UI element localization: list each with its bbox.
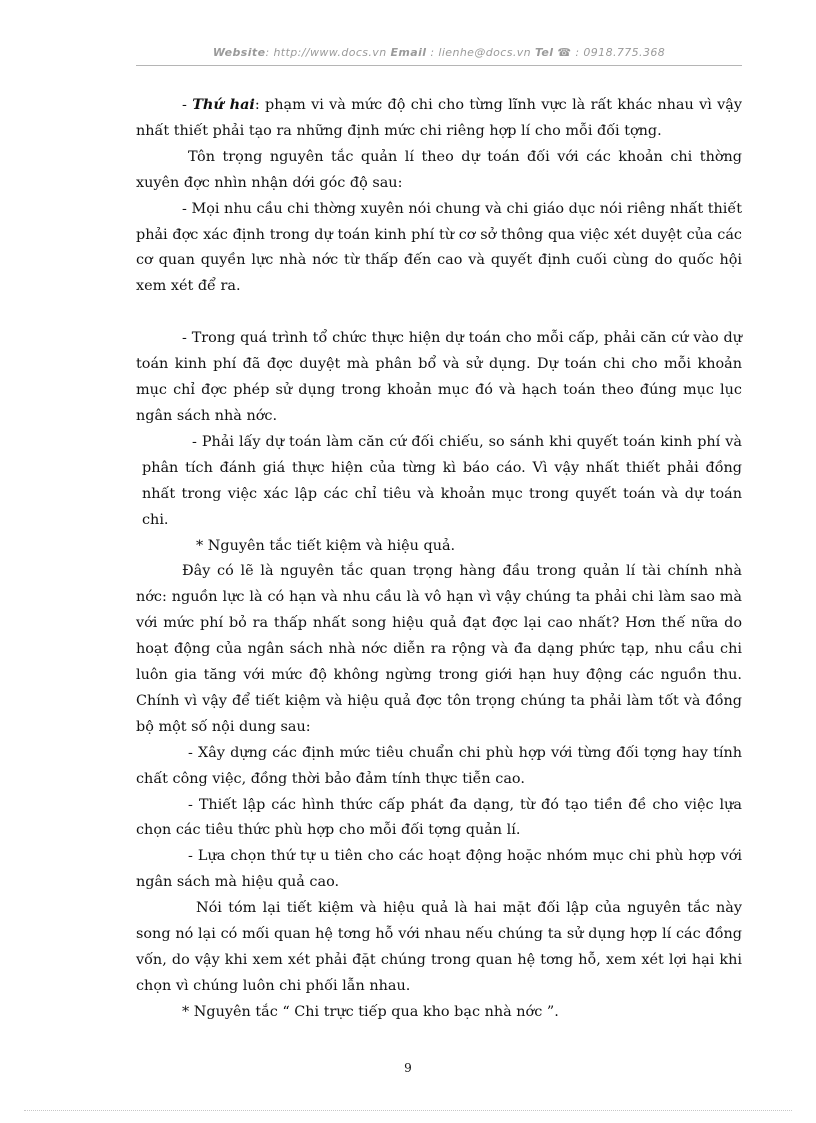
header-divider (136, 65, 742, 66)
website-value: : http://www.docs.vn (265, 46, 387, 59)
website-label: Website (212, 46, 266, 59)
paragraph-11: Nói tóm lại tiết kiệm và hiệu quả là hai mặt đối lập của nguyên tắc này song nó lại có mối quan hệ tơng hỗ với nhau nếu chúng ta sử dụng hợp lí các đồng vốn, do vậy khi xem xét phải đặt chúng trong quan hệ tơng hỗ, xem xét lợi hại khi chọn vì chúng luôn chi phối lẫn nhau. (136, 900, 742, 994)
email-label: Email (390, 46, 427, 59)
paragraph-1-text: : phạm vi và mức độ chi cho từng lĩnh vực là rất khác nhau vì vậy nhất thiết phải tạo ra những định mức chi riêng hợp lí cho mỗi đối tợng. (136, 97, 743, 139)
document-body (136, 92, 742, 1026)
tel-value: ☎ : 0918.775.368 (557, 46, 666, 59)
paragraph-7: Đây có lẽ là nguyên tắc quan trọng hàng đầu trong quản lí tài chính nhà nớc: nguồn lực là có hạn và nhu cầu là vô hạn vì vậy chúng ta phải chi làm sao mà với mức phí bỏ ra thấp nhất song hiệu quả đạt đợc lại cao nhất? Hơn thế nữa do hoạt động của ngân sách nhà nớc diễn ra rộng và đa dạng phức tạp, nhu cầu chi luôn gia tăng với mức độ không ngừng trong giới hạn huy động các nguồn thu. Chính vì vậy để tiết kiệm và hiệu quả đợc tôn trọng chúng ta phải làm tốt và đồng bộ một số nội dung sau: (136, 563, 742, 735)
paragraph-1: - Thứ hai: phạm vi và mức độ chi cho từng lĩnh vực là rất khác nhau vì vậy nhất thiết phải tạo ra những định mức chi riêng hợp lí cho mỗi đối tợng. (136, 96, 743, 139)
paragraph-6: * Nguyên tắc tiết kiệm và hiệu quả. (196, 537, 456, 554)
paragraph-4: - Trong quá trình tổ chức thực hiện dự toán cho mỗi cấp, phải căn cứ vào dự toán kinh phí đã đợc duyệt mà phân bổ và sử dụng. Dự toán chi cho mỗi khoản mục chỉ đợc phép sử dụng trong khoản mục đó và hạch toán theo đúng mục lục ngân sách nhà nớc. (136, 330, 742, 424)
paragraph-10: - Lựa chọn thứ tự u tiên cho các hoạt động hoặc nhóm mục chi phù hợp với ngân sách mà hiệu quả cao. (136, 848, 742, 891)
tel-label: Tel (534, 46, 554, 59)
paragraph-12: * Nguyên tắc “ Chi trực tiếp qua kho bạc nhà nớc ”. (182, 1003, 559, 1020)
paragraph-1-lead: Thứ hai (192, 96, 255, 113)
footer-divider (24, 1110, 792, 1111)
paragraph-gap (136, 300, 742, 326)
paragraph-8: - Xây dựng các định mức tiêu chuẩn chi phù hợp với từng đối tợng hay tính chất công việc, đồng thời bảo đảm tính thực tiễn cao. (136, 744, 742, 787)
page-number: 9 (404, 1061, 412, 1075)
paragraph-2: Tôn trọng nguyên tắc quản lí theo dự toán đối với các khoản chi thờng xuyên đợc nhìn nhận dới góc độ sau: (136, 148, 742, 191)
paragraph-3: - Mọi nhu cầu chi thờng xuyên nói chung và chi giáo dục nói riêng nhất thiết phải đợc xác định trong dự toán kinh phí từ cơ sở thông qua việc xét duyệt của các cơ quan quyền lực nhà nớc từ thấp đến cao và quyết định cuối cùng do quốc hội xem xét để ra. (136, 200, 742, 295)
email-value: : lienhe@docs.vn (430, 46, 532, 59)
page-header (136, 46, 742, 59)
paragraph-9: - Thiết lập các hình thức cấp phát đa dạng, từ đó tạo tiền đề cho việc lựa chọn các tiêu thức phù hợp cho mỗi đối tợng quản lí. (136, 796, 742, 839)
paragraph-5: - Phải lấy dự toán làm căn cứ đối chiếu, so sánh khi quyết toán kinh phí và phân tích đánh giá thực hiện của từng kì báo cáo. Vì vậy nhất thiết phải đồng nhất trong việc xác lập các chỉ tiêu và khoản mục trong quyết toán và dự toán chi. (142, 433, 742, 528)
